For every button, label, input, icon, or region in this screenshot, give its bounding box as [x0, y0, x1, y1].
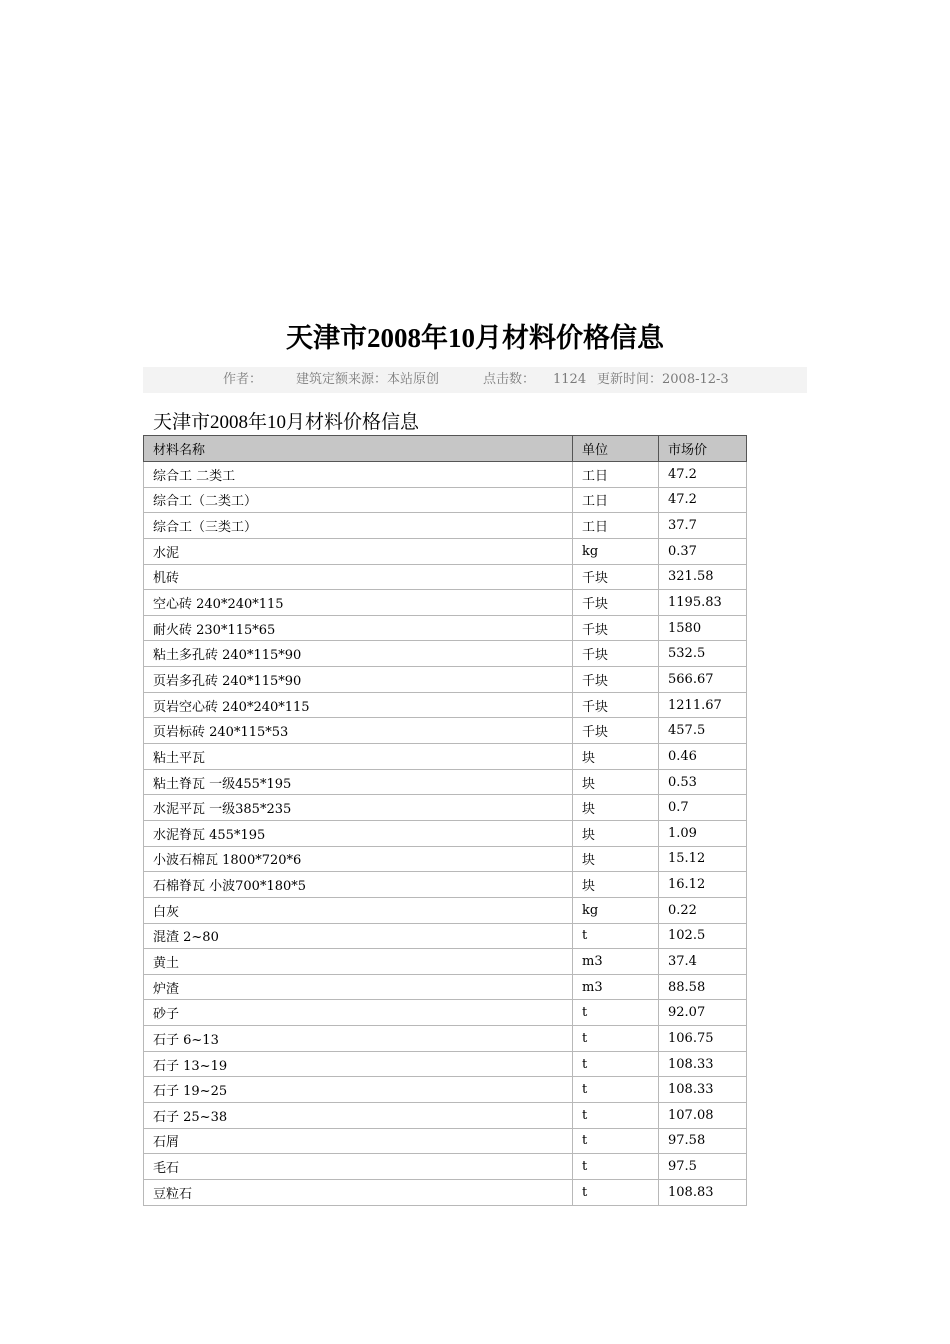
- table-row: [144, 744, 747, 770]
- unit-cell: 千块: [573, 692, 659, 718]
- market-price-cell: 47.2: [659, 487, 747, 513]
- table-header-row: [144, 436, 747, 462]
- unit-cell: 块: [573, 744, 659, 770]
- market-price-cell: 37.4: [659, 949, 747, 975]
- material-name-cell: 石屑: [144, 1128, 573, 1154]
- article-meta-bar: [143, 367, 807, 393]
- market-price-cell: 16.12: [659, 872, 747, 898]
- market-price-cell: 97.5: [659, 1154, 747, 1180]
- unit-cell: t: [573, 1154, 659, 1180]
- clicks-count: 1124: [553, 372, 587, 387]
- material-name-cell: 水泥平瓦 一级385*235: [144, 795, 573, 821]
- unit-cell: t: [573, 1128, 659, 1154]
- clicks-label: 点击数：: [483, 372, 536, 387]
- material-name-cell: 白灰: [144, 897, 573, 923]
- table-row: [144, 615, 747, 641]
- market-price-cell: 321.58: [659, 564, 747, 590]
- market-price-cell: 88.58: [659, 974, 747, 1000]
- unit-cell: t: [573, 1103, 659, 1129]
- table-row: [144, 667, 747, 693]
- material-name-cell: 综合工（三类工）: [144, 513, 573, 539]
- unit-cell: t: [573, 1077, 659, 1103]
- table-row: [144, 538, 747, 564]
- table-row: [144, 1051, 747, 1077]
- unit-cell: t: [573, 1051, 659, 1077]
- table-row: [144, 692, 747, 718]
- unit-cell: 千块: [573, 615, 659, 641]
- market-price-cell: 108.83: [659, 1179, 747, 1205]
- market-price-cell: 566.67: [659, 667, 747, 693]
- market-price-cell: 102.5: [659, 923, 747, 949]
- material-name-cell: 毛石: [144, 1154, 573, 1180]
- table-row: [144, 1077, 747, 1103]
- table-row: [144, 564, 747, 590]
- table-row: [144, 1179, 747, 1205]
- market-price-cell: 0.46: [659, 744, 747, 770]
- material-name-cell: 粘土脊瓦 一级455*195: [144, 769, 573, 795]
- table-row: [144, 487, 747, 513]
- unit-cell: 块: [573, 872, 659, 898]
- market-price-cell: 47.2: [659, 462, 747, 488]
- unit-cell: 工日: [573, 513, 659, 539]
- table-body: [144, 462, 747, 1206]
- unit-cell: m3: [573, 949, 659, 975]
- table-row: [144, 1103, 747, 1129]
- material-name-cell: 综合工 二类工: [144, 462, 573, 488]
- unit-cell: 块: [573, 820, 659, 846]
- market-price-cell: 457.5: [659, 718, 747, 744]
- table-row: [144, 769, 747, 795]
- market-price-cell: 1211.67: [659, 692, 747, 718]
- material-name-cell: 机砖: [144, 564, 573, 590]
- unit-cell: t: [573, 923, 659, 949]
- material-name-cell: 页岩空心砖 240*240*115: [144, 692, 573, 718]
- unit-cell: 块: [573, 795, 659, 821]
- unit-cell: 千块: [573, 667, 659, 693]
- material-name-cell: 石子 19~25: [144, 1077, 573, 1103]
- market-price-cell: 0.37: [659, 538, 747, 564]
- material-name-cell: 空心砖 240*240*115: [144, 590, 573, 616]
- table-row: [144, 718, 747, 744]
- material-price-table: [143, 435, 747, 1206]
- header-material-name: 材料名称: [144, 436, 573, 462]
- unit-cell: 块: [573, 846, 659, 872]
- unit-cell: 块: [573, 769, 659, 795]
- unit-cell: kg: [573, 897, 659, 923]
- unit-cell: t: [573, 1026, 659, 1052]
- market-price-cell: 15.12: [659, 846, 747, 872]
- material-name-cell: 综合工（二类工）: [144, 487, 573, 513]
- market-price-cell: 0.7: [659, 795, 747, 821]
- table-row: [144, 846, 747, 872]
- updated-date: 更新时间：2008-12-3: [597, 372, 729, 387]
- table-row: [144, 513, 747, 539]
- table-row: [144, 1128, 747, 1154]
- material-name-cell: 页岩多孔砖 240*115*90: [144, 667, 573, 693]
- material-name-cell: 石子 13~19: [144, 1051, 573, 1077]
- material-name-cell: 小波石棉瓦 1800*720*6: [144, 846, 573, 872]
- material-name-cell: 炉渣: [144, 974, 573, 1000]
- header-market-price: 市场价: [659, 436, 747, 462]
- unit-cell: 千块: [573, 641, 659, 667]
- market-price-cell: 0.53: [659, 769, 747, 795]
- market-price-cell: 1.09: [659, 820, 747, 846]
- unit-cell: t: [573, 1000, 659, 1026]
- market-price-cell: 106.75: [659, 1026, 747, 1052]
- table-row: [144, 795, 747, 821]
- market-price-cell: 37.7: [659, 513, 747, 539]
- table-row: [144, 641, 747, 667]
- header-unit: 单位: [573, 436, 659, 462]
- material-name-cell: 水泥脊瓦 455*195: [144, 820, 573, 846]
- material-name-cell: 页岩标砖 240*115*53: [144, 718, 573, 744]
- table-row: [144, 1154, 747, 1180]
- material-name-cell: 石子 25~38: [144, 1103, 573, 1129]
- market-price-cell: 107.08: [659, 1103, 747, 1129]
- table-caption: 天津市2008年10月材料价格信息: [153, 412, 420, 433]
- table-row: [144, 462, 747, 488]
- unit-cell: t: [573, 1179, 659, 1205]
- market-price-cell: 97.58: [659, 1128, 747, 1154]
- table-row: [144, 949, 747, 975]
- table-row: [144, 897, 747, 923]
- material-name-cell: 石棉脊瓦 小波700*180*5: [144, 872, 573, 898]
- table-row: [144, 1026, 747, 1052]
- material-name-cell: 水泥: [144, 538, 573, 564]
- material-name-cell: 耐火砖 230*115*65: [144, 615, 573, 641]
- table-row: [144, 974, 747, 1000]
- author-label: 作者：: [223, 372, 263, 387]
- market-price-cell: 1580: [659, 615, 747, 641]
- material-name-cell: 石子 6~13: [144, 1026, 573, 1052]
- unit-cell: 千块: [573, 718, 659, 744]
- material-name-cell: 砂子: [144, 1000, 573, 1026]
- market-price-cell: 532.5: [659, 641, 747, 667]
- table-row: [144, 872, 747, 898]
- market-price-cell: 108.33: [659, 1051, 747, 1077]
- market-price-cell: 92.07: [659, 1000, 747, 1026]
- material-name-cell: 粘土多孔砖 240*115*90: [144, 641, 573, 667]
- page-title: 天津市2008年10月材料价格信息: [286, 323, 664, 353]
- material-name-cell: 豆粒石: [144, 1179, 573, 1205]
- material-name-cell: 黄土: [144, 949, 573, 975]
- table-row: [144, 1000, 747, 1026]
- unit-cell: kg: [573, 538, 659, 564]
- market-price-cell: 1195.83: [659, 590, 747, 616]
- market-price-cell: 0.22: [659, 897, 747, 923]
- unit-cell: 千块: [573, 564, 659, 590]
- market-price-cell: 108.33: [659, 1077, 747, 1103]
- source-label: 建筑定额来源：本站原创: [296, 372, 440, 387]
- unit-cell: 工日: [573, 487, 659, 513]
- material-name-cell: 混渣 2~80: [144, 923, 573, 949]
- table-row: [144, 923, 747, 949]
- material-name-cell: 粘土平瓦: [144, 744, 573, 770]
- unit-cell: 千块: [573, 590, 659, 616]
- table-row: [144, 820, 747, 846]
- table-row: [144, 590, 747, 616]
- unit-cell: m3: [573, 974, 659, 1000]
- unit-cell: 工日: [573, 462, 659, 488]
